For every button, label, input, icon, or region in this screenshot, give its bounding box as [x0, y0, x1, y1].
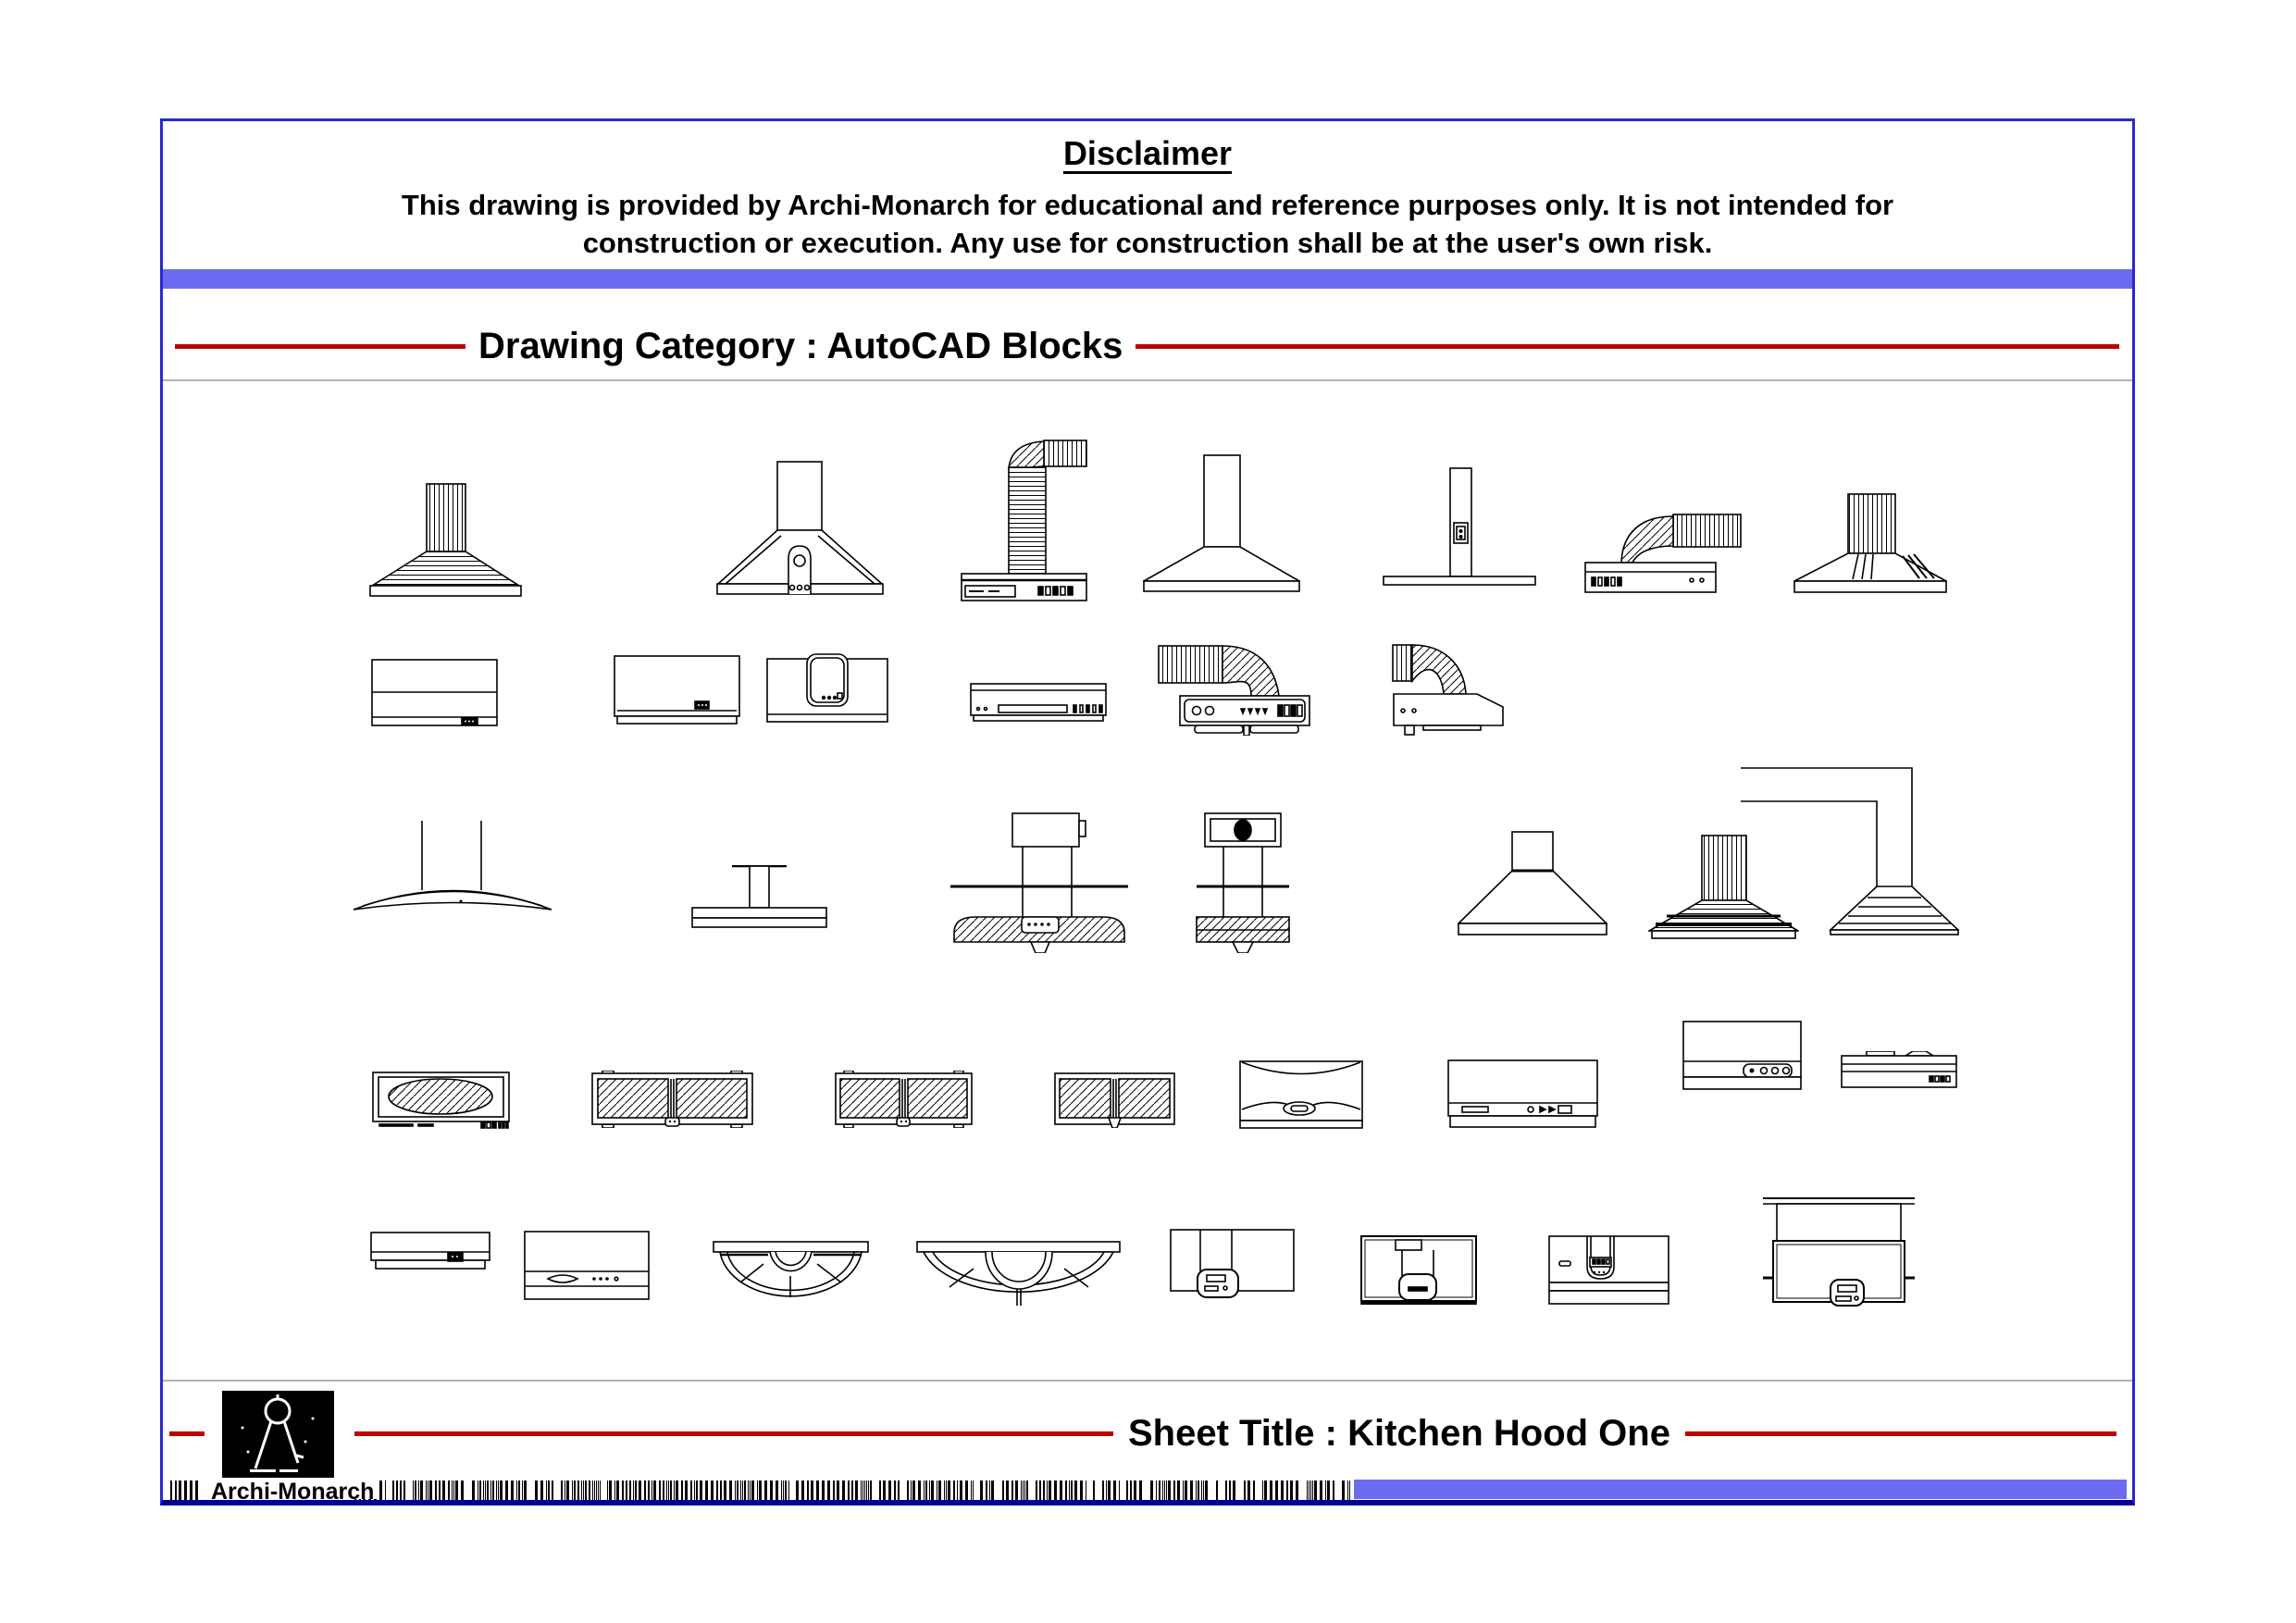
block-wall-chimney-hood-striped	[369, 482, 522, 603]
block-box-hood-center-pod-a	[1170, 1229, 1295, 1306]
red-rule-right	[1136, 344, 2119, 349]
brand-name: Archi-Monarch	[207, 1479, 378, 1499]
block-under-cabinet-hood-side-view	[1392, 644, 1504, 740]
block-slim-hood-display	[970, 683, 1107, 727]
sheet-title-row	[354, 1409, 2116, 1457]
red-rule-footer-right	[1685, 1431, 2116, 1436]
block-hood-double-glass-panel-c	[1054, 1071, 1175, 1133]
block-curved-glass-island-hood	[352, 820, 553, 923]
block-pyramid-hood-arched-vent	[716, 461, 884, 600]
block-pyramid-hood-short-chimney	[1458, 831, 1607, 945]
block-slim-tower-hood	[1383, 467, 1536, 597]
disclaimer-block	[163, 134, 2132, 262]
block-hood-double-glass-panel-b	[835, 1071, 973, 1133]
block-hood-curved-front	[1239, 1059, 1363, 1134]
red-rule-footer-left	[354, 1431, 1113, 1436]
red-rule-left	[175, 344, 465, 349]
block-hood-button-pod	[1682, 1021, 1802, 1095]
divider-top	[163, 379, 2132, 381]
block-pyramid-hood-plain	[1143, 454, 1300, 597]
sheet-title-label: Sheet Title : Kitchen Hood One	[1128, 1412, 1670, 1454]
archi-monarch-logo	[222, 1391, 334, 1478]
block-hood-control-strip	[1447, 1059, 1598, 1134]
category-label: Drawing Category : AutoCAD Blocks	[478, 325, 1123, 366]
block-pyramid-hood-striped-canopy	[1793, 493, 1947, 598]
block-box-hood-arch-pod	[1548, 1235, 1669, 1309]
block-box-hood-flex-duct-right	[961, 440, 1087, 607]
barcode-main	[354, 1481, 1354, 1500]
block-island-hood-hatched-canopy	[949, 812, 1129, 958]
accent-bar-bottom	[1354, 1480, 2127, 1499]
block-hood-double-glass-panel-a	[591, 1071, 753, 1133]
compass-icon	[222, 1391, 334, 1478]
block-t-mount-hood-side	[691, 865, 827, 933]
block-hood-oval-glass-front	[372, 1072, 510, 1134]
block-under-cabinet-hood-duct-left	[1158, 644, 1310, 740]
block-box-hood-front-panel	[371, 659, 498, 731]
accent-bar-top	[163, 269, 2132, 289]
block-island-hood-front-hatched	[1196, 812, 1290, 958]
block-box-hood-control-buttons	[614, 655, 740, 729]
block-box-hood-oval-badge	[524, 1231, 650, 1305]
category-header	[175, 320, 2119, 372]
block-cabinet-hood-flex-duct-up	[1584, 514, 1742, 598]
disclaimer-line-2: construction or execution. Any use for construction shall be at the user's own risk.	[582, 227, 1713, 259]
block-slim-hood-button-block	[370, 1232, 490, 1278]
red-rule-footer-dash	[169, 1431, 205, 1436]
drawing-sheet	[160, 118, 2135, 1505]
block-ceiling-mount-hood-pod	[1762, 1196, 1916, 1319]
block-half-round-plan-hood-large	[916, 1241, 1121, 1312]
block-box-hood-center-pod-b	[1360, 1235, 1477, 1309]
block-half-round-plan-hood-small	[713, 1241, 869, 1307]
block-slim-hood-top-handle	[1841, 1051, 1957, 1093]
barcode-mini	[170, 1481, 202, 1500]
disclaimer-title: Disclaimer	[1062, 134, 1233, 172]
block-stepped-hood-l-duct	[1740, 766, 1959, 940]
block-box-hood-top-duct	[766, 653, 888, 727]
divider-bottom	[163, 1380, 2132, 1381]
disclaimer-line-1: This drawing is provided by Archi-Monarch for educational and reference purposes only. It is not intended for	[401, 189, 1894, 221]
